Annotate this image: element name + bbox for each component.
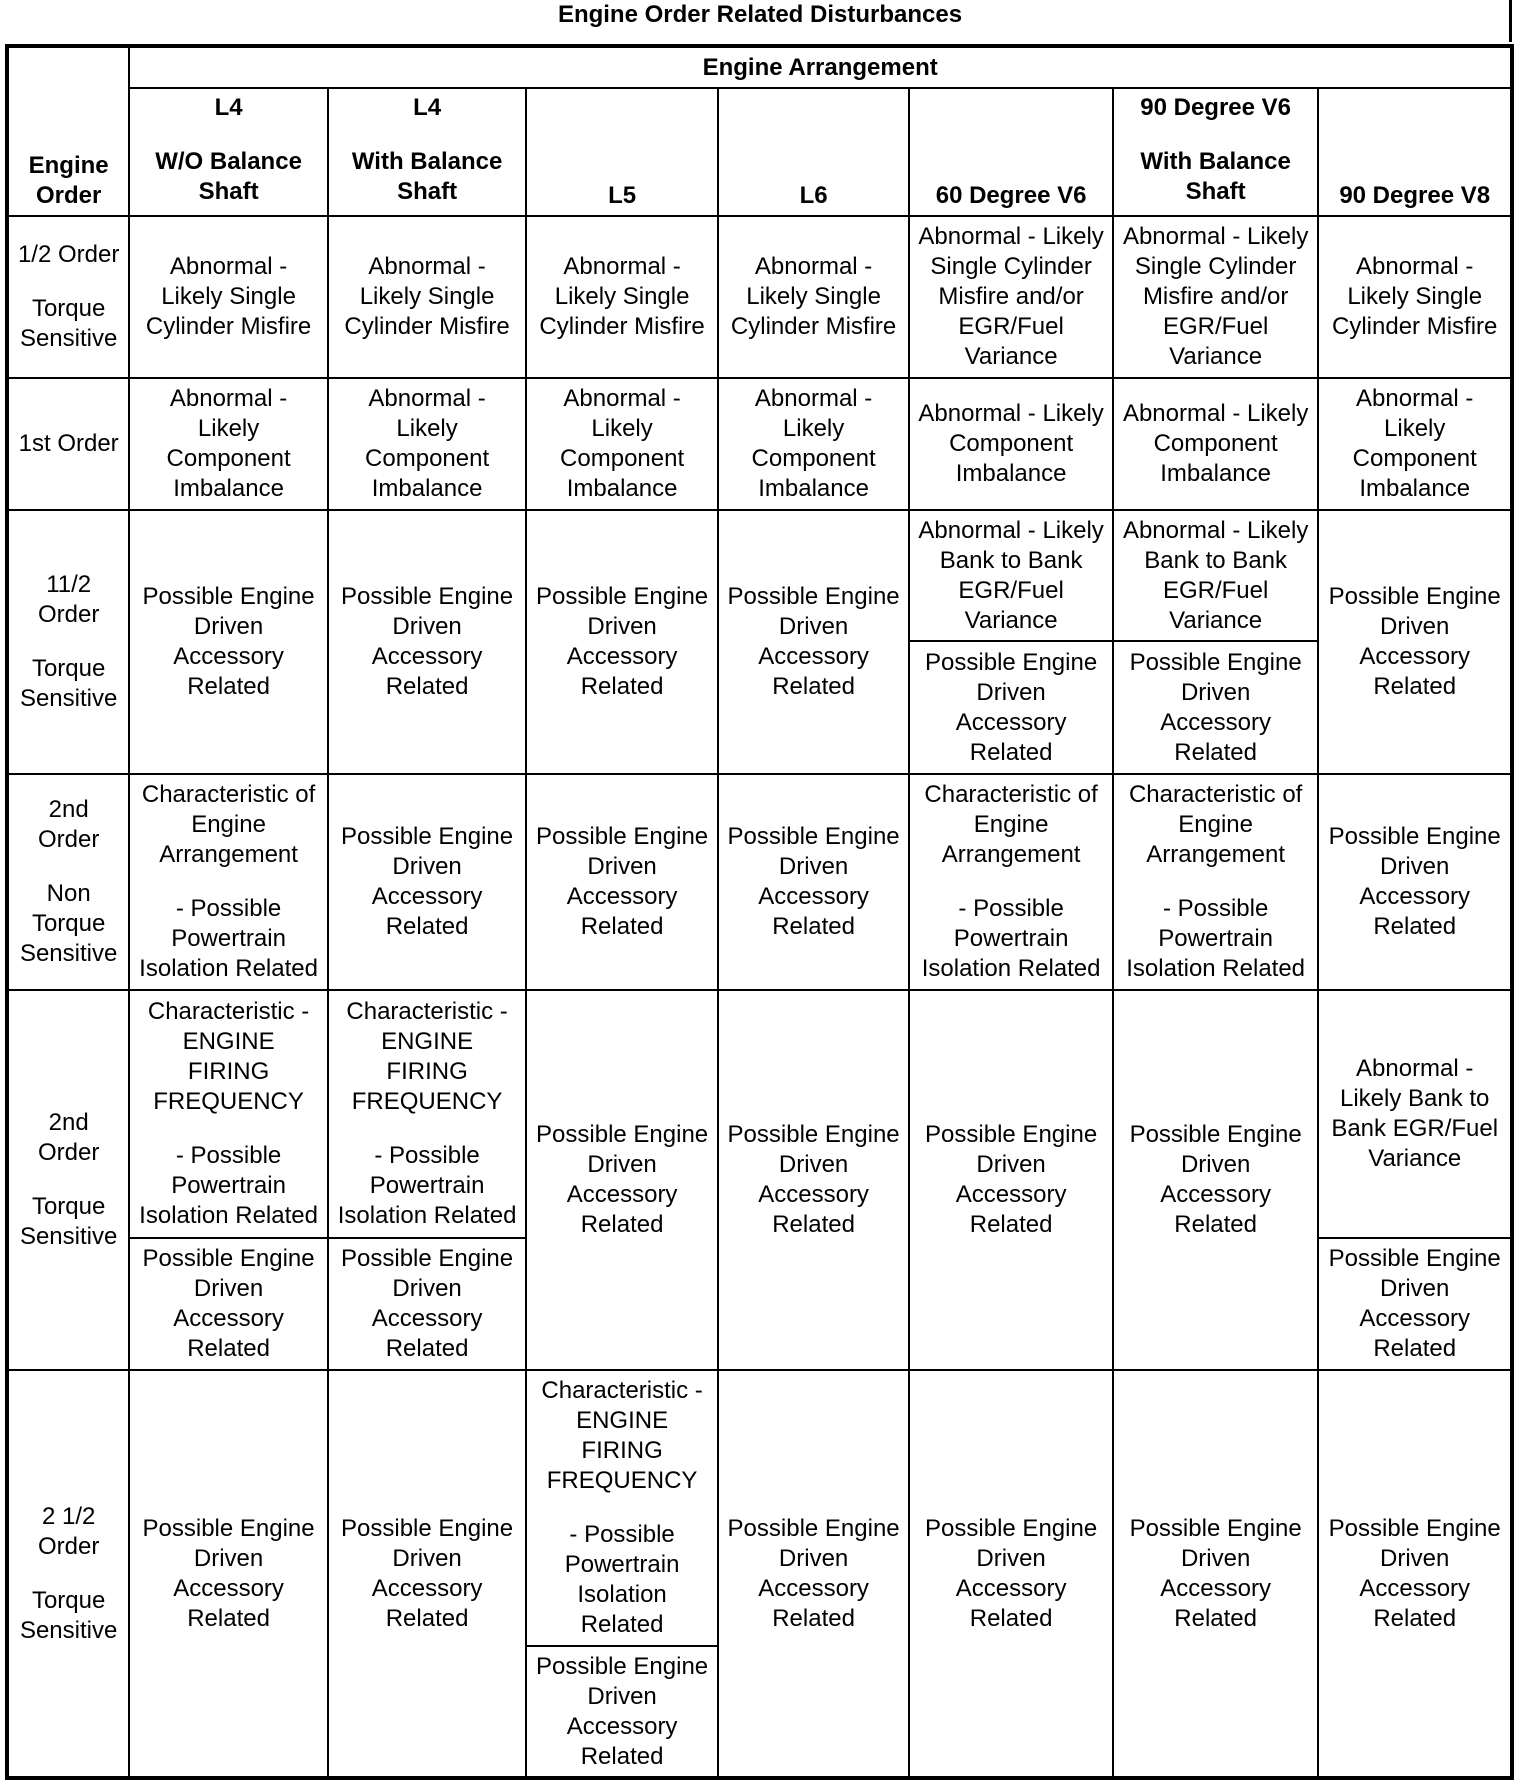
header-engine-arrangement: Engine Arrangement [129,46,1512,88]
cell-text: Possible Engine Driven Accessory Related [1328,1245,1501,1362]
cell-text: Possible Engine Driven Accessory Related [142,1514,315,1632]
order-label: 2nd Order [37,796,100,853]
cell-text: - Possible Powertrain Isolation Related [921,895,1101,982]
table-cell [1318,510,1512,774]
table-cell [129,1370,328,1778]
table-cell [1113,216,1319,378]
cell-text: Characteristic - ENGINE FIRING FREQUENCY [541,1377,703,1494]
header-engine-order-label: Engine Order [28,152,109,209]
cell-text: - Possible Powertrain Isolation Related [337,1142,517,1229]
order-sublabel: Torque Sensitive [19,655,118,712]
table-cell [526,216,718,378]
cell-text: Possible Engine Driven Accessory Related [536,823,709,940]
cell-text: Possible Engine Driven Accessory Related [341,1245,514,1362]
order-cell-one-half [7,510,129,774]
table-cell [526,774,718,990]
header-col-line2: W/O Balance Shaft [155,148,302,205]
table-cell-split-bottom [1318,1238,1512,1370]
order-cell-first [7,378,129,510]
cell-text: Characteristic - ENGINE FIRING FREQUENCY [346,998,508,1115]
header-col-60-v6 [909,88,1113,216]
table-cell [129,378,328,510]
table-cell [718,1370,910,1778]
cell-text: Abnormal - Likely Component Imbalance [1122,400,1309,487]
cell-text: Characteristic of Engine Arrangement [141,781,316,868]
header-engine-order [7,46,129,216]
cell-text: Possible Engine Driven Accessory Related [727,823,900,940]
cell-text: Possible Engine Driven Accessory Related [1328,1514,1501,1632]
table-cell-split-top [1318,990,1512,1238]
order-cell-second-torque [7,990,129,1370]
order-label: 1/2 Order [17,241,120,268]
header-col-l6 [718,88,910,216]
table-cell [1318,1370,1512,1778]
table-cell [909,1370,1113,1778]
header-col-90-v8 [1318,88,1512,216]
cell-text: Abnormal - Likely Component Imbalance [751,385,876,502]
table-cell-split-top [129,990,328,1238]
cell-text: Abnormal - Likely Single Cylinder Misfire [730,253,897,340]
header-col-line2: L6 [799,182,828,209]
order-sublabel: Non Torque Sensitive [19,880,118,967]
cell-text: Possible Engine Driven Accessory Related [727,583,900,700]
cell-text: - Possible Powertrain Isolation Related [1126,895,1306,982]
cell-text: Abnormal - Likely Component Imbalance [918,400,1104,487]
header-col-line2: L5 [608,182,637,209]
table-cell [718,990,910,1370]
cell-text: Abnormal - Likely Bank to Bank EGR/Fuel Variance [918,516,1104,634]
cell-text: Possible Engine Driven Accessory Related [925,1121,1098,1238]
cell-text: Possible Engine Driven Accessory Related [536,583,709,700]
cell-text: Possible Engine Driven Accessory Related [1129,1514,1302,1632]
table-cell [526,990,718,1370]
cell-text: Possible Engine Driven Accessory Related [536,1652,709,1770]
table-cell [328,1370,527,1778]
cell-text: Characteristic of Engine Arrangement [924,781,1098,868]
table-cell [1318,216,1512,378]
header-col-line1: L4 [214,94,243,121]
cell-text: Abnormal - Likely Single Cylinder Misfire [539,253,705,340]
cell-text: Abnormal - Likely Component Imbalance [365,385,490,502]
order-cell-half [7,216,129,378]
order-sublabel: Torque Sensitive [19,295,118,352]
table-cell [328,774,527,990]
table-cell-split-bottom [328,1238,527,1370]
cell-text: - Possible Powertrain Isolation Related [139,895,318,982]
table-cell-split-top [1113,510,1319,641]
order-cell-two-half [7,1370,129,1778]
cell-text: Possible Engine Driven Accessory Related [142,583,315,700]
cell-text: Possible Engine Driven Accessory Related [1328,823,1501,940]
cell-text: Abnormal - Likely Single Cylinder Misfire [344,253,510,340]
header-col-l5 [526,88,718,216]
table-cell [1113,774,1319,990]
cell-text: Possible Engine Driven Accessory Related [925,1514,1098,1632]
cell-text: Abnormal - Likely Component Imbalance [1352,385,1477,502]
table-cell [328,378,527,510]
page-title: Engine Order Related Disturbances [557,1,963,28]
cell-text: - Possible Powertrain Isolation Related [139,1142,318,1229]
table-cell [909,378,1113,510]
table-cell [526,378,718,510]
cell-text: Abnormal - Likely Component Imbalance [166,385,291,502]
cell-text: Possible Engine Driven Accessory Related [727,1514,900,1632]
header-col-line1: L4 [413,94,442,121]
cell-text: Possible Engine Driven Accessory Related [727,1121,900,1238]
table-cell [1318,774,1512,990]
table-cell [129,510,328,774]
cell-text: Abnormal - Likely Bank to Bank EGR/Fuel Variance [1331,1055,1499,1172]
order-sublabel: Torque Sensitive [19,1586,118,1644]
header-col-line2: With Balance Shaft [1140,148,1291,205]
cell-text: Possible Engine Driven Accessory Related [341,1514,514,1632]
header-col-line2: 90 Degree V8 [1339,182,1491,209]
header-col-90-v6 [1113,88,1319,216]
order-label: 2 1/2 Order [37,1502,100,1560]
cell-text: Characteristic - ENGINE FIRING FREQUENCY [147,998,310,1115]
cell-text: Abnormal - Likely Single Cylinder Misfire [1332,253,1498,340]
table-cell [718,510,910,774]
engine-order-table [5,44,1514,1780]
table-cell [129,216,328,378]
header-col-l4-with-balance [328,88,527,216]
table-cell [1113,1370,1319,1778]
cell-text: Possible Engine Driven Accessory Related [1129,648,1302,766]
cell-text: Abnormal - Likely Single Cylinder Misfire and/or EGR/Fuel Variance [918,223,1104,370]
cell-text: Possible Engine Driven Accessory Related [536,1121,709,1238]
cell-text: - Possible Powertrain Isolation Related [564,1521,680,1638]
table-cell [909,990,1113,1370]
cell-text: Abnormal - Likely Single Cylinder Misfire [145,253,312,340]
order-label: 1st Order [18,430,119,457]
table-cell-split-top [526,1370,718,1646]
table-cell [909,774,1113,990]
cell-text: Possible Engine Driven Accessory Related [341,583,514,700]
table-cell-split-bottom [1113,641,1319,774]
order-label: 11/2 Order [37,571,100,628]
header-col-l4-wo-balance [129,88,328,216]
table-cell [718,216,910,378]
table-cell [909,216,1113,378]
order-cell-second-non-torque [7,774,129,990]
table-cell [1113,378,1319,510]
header-col-line1: 90 Degree V6 [1140,94,1292,121]
table-cell [1318,378,1512,510]
table-cell [328,510,527,774]
table-cell-split-top [909,510,1113,641]
table-cell [718,378,910,510]
header-col-line2: With Balance Shaft [351,148,503,205]
table-cell [526,510,718,774]
right-frame-line [1509,0,1512,42]
order-sublabel: Torque Sensitive [19,1193,118,1250]
table-cell-split-bottom [129,1238,328,1370]
cell-text: Possible Engine Driven Accessory Related [341,823,514,940]
cell-text: Characteristic of Engine Arrangement [1128,781,1303,868]
cell-text: Possible Engine Driven Accessory Related [1129,1121,1302,1238]
cell-text: Abnormal - Likely Component Imbalance [560,385,685,502]
table-cell [129,774,328,990]
table-cell-split-top [328,990,527,1238]
header-col-line2: 60 Degree V6 [935,182,1087,209]
table-cell-split-bottom [909,641,1113,774]
table-cell [1113,990,1319,1370]
cell-text: Possible Engine Driven Accessory Related [142,1245,315,1362]
table-cell-split-bottom [526,1646,718,1778]
table-cell [328,216,527,378]
cell-text: Abnormal - Likely Bank to Bank EGR/Fuel Variance [1122,516,1309,634]
cell-text: Possible Engine Driven Accessory Related [1328,583,1501,700]
cell-text: Abnormal - Likely Single Cylinder Misfire and/or EGR/Fuel Variance [1122,223,1309,370]
order-label: 2nd Order [37,1109,100,1166]
table-cell [718,774,910,990]
cell-text: Possible Engine Driven Accessory Related [925,648,1098,766]
